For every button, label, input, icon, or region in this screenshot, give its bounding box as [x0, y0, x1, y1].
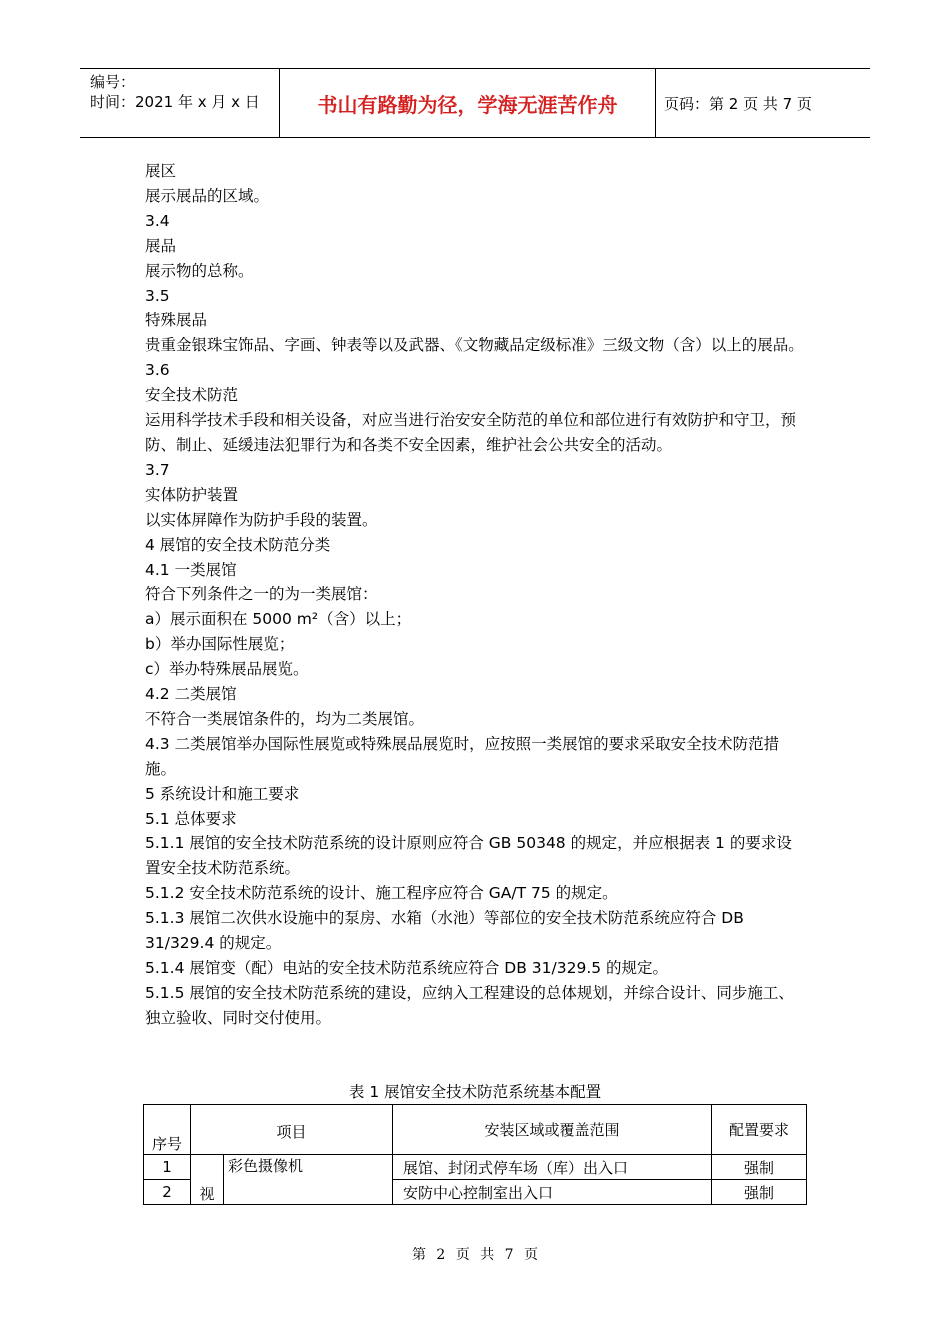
row-requirement: 强制: [712, 1180, 807, 1205]
header-cell-requirement: 配置要求: [712, 1105, 807, 1155]
paragraph: 3.5: [145, 286, 170, 305]
paragraph: 4 展馆的安全技术防范分类: [145, 535, 331, 554]
header-cell-area: 安装区域或覆盖范围: [393, 1105, 712, 1155]
paragraph: 4.1 一类展馆: [145, 560, 237, 579]
paragraph: b）举办国际性展览；: [145, 635, 295, 654]
config-table: [143, 1104, 807, 1205]
paragraph: 3.6: [145, 361, 170, 380]
paragraph: c）举办特殊展品展览。: [145, 660, 309, 679]
paragraph: 5.1.4 展馆变（配）电站的安全技术防范系统应符合 DB 31/329.5 的规定。: [145, 959, 669, 977]
table-caption: 表 1 展馆安全技术防范系统基本配置: [348, 1083, 602, 1101]
paragraph: 展示展品的区域。: [145, 186, 270, 205]
header-motto: 书山有路勤为径，学海无涯苦作舟: [280, 69, 656, 137]
page-header: [80, 68, 870, 138]
paragraph: 实体防护装置: [145, 485, 239, 504]
paragraph: 特殊展品: [145, 311, 208, 330]
paragraph: 3.7: [145, 460, 170, 479]
header-page-label: 页码：第 2 页 共 7 页: [664, 94, 812, 113]
paragraph: 5.1.1 展馆的安全技术防范系统的设计原则应符合 GB 50348 的规定，并应根据表 1 的要求设置安全技术防范系统。: [145, 834, 792, 878]
paragraph: 5.1.5 展馆的安全技术防范系统的建设，应纳入工程建设的总体规划，并综合设计、同步施工、独立验收、同时交付使用。: [145, 983, 794, 1027]
paragraph: a）展示面积在 5000 m²（含）以上；: [145, 610, 412, 629]
paragraph: 以实体屏障作为防护手段的装置。: [145, 510, 378, 529]
row-number: 2: [144, 1180, 191, 1205]
document-body: [145, 159, 805, 1031]
row-number: 1: [144, 1155, 191, 1180]
paragraph: 展区: [145, 162, 177, 180]
paragraph: 安全技术防范: [145, 386, 239, 405]
row-category: 视: [191, 1155, 224, 1205]
paragraph: 5.1 总体要求: [145, 809, 237, 828]
paragraph: 5.1.2 安全技术防范系统的设计、施工程序应符合 GA/T 75 的规定。: [145, 884, 618, 903]
paragraph: 符合下列条件之一的为一类展馆：: [145, 585, 378, 604]
document-time-label: 时间：2021 年 x 月 x 日: [90, 93, 260, 111]
paragraph: 展示物的总称。: [145, 261, 254, 280]
row-requirement: 强制: [712, 1155, 807, 1180]
paragraph: 不符合一类展馆条件的，均为二类展馆。: [145, 709, 425, 728]
paragraph: 5 系统设计和施工要求: [145, 784, 300, 803]
header-meta: [80, 69, 280, 137]
paragraph: 运用科学技术手段和相关设备，对应当进行治安安全防范的单位和部位进行有效防护和守卫，预防、制止、延缓违法犯罪行为和各类不安全因素，维护社会公共安全的活动。: [145, 411, 797, 454]
paragraph: 3.4: [145, 211, 170, 230]
page-footer: 第 2 页 共 7 页: [411, 1247, 539, 1263]
row-area: 展馆、封闭式停车场（库）出入口: [393, 1155, 712, 1180]
paragraph: 4.3 二类展馆举办国际性展览或特殊展品展览时，应按照一类展馆的要求采取安全技术防范措施。: [145, 734, 780, 778]
table-header-row: [144, 1105, 807, 1155]
table-row: [144, 1155, 807, 1180]
document-number-label: 编号：: [90, 73, 136, 91]
paragraph: 5.1.3 展馆二次供水设施中的泵房、水箱（水池）等部位的安全技术防范系统应符合 DB 31/329.4 的规定。: [145, 909, 744, 953]
row-item: 彩色摄像机: [224, 1155, 393, 1205]
paragraph: 贵重金银珠宝饰品、字画、钟表等以及武器、《文物藏品定级标准》三级文物（含）以上的展品。: [145, 336, 804, 355]
paragraph: 4.2 二类展馆: [145, 685, 237, 704]
header-cell-no: 序号: [144, 1105, 191, 1155]
paragraph: 展品: [145, 236, 177, 255]
row-area: 安防中心控制室出入口: [393, 1180, 712, 1205]
header-cell-item: 项目: [191, 1105, 393, 1155]
